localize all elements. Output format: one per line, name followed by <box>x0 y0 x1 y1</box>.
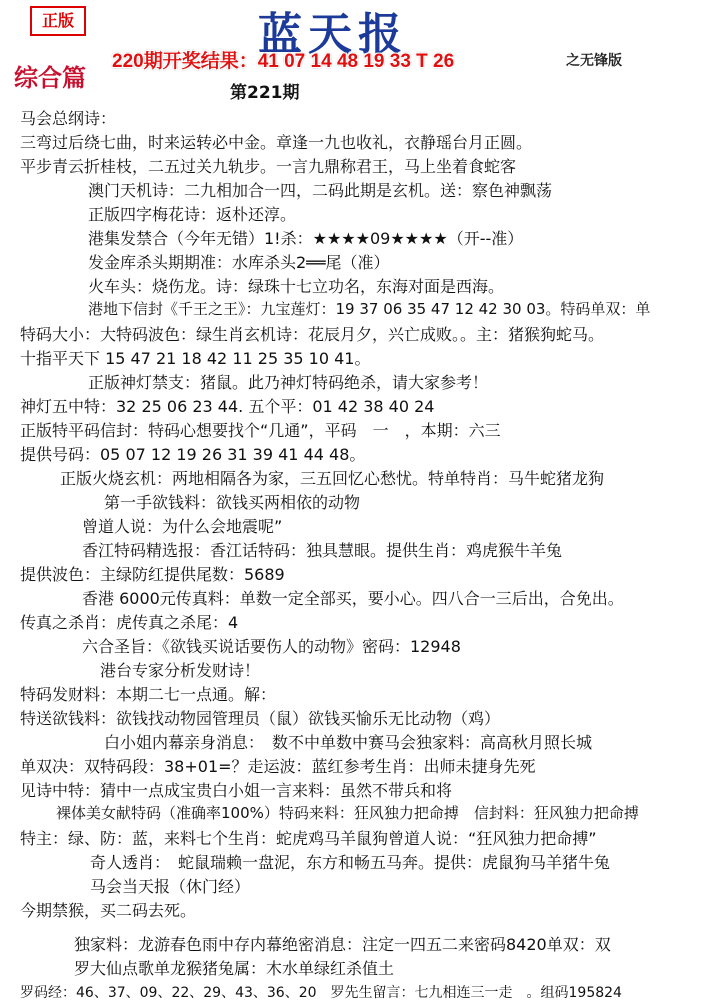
text-line: 罗码经：46、37、09、22、29、43、36、20 罗先生留言：七九相连三一走 。组码195824 <box>20 985 622 1001</box>
category-heading: 综合篇 <box>14 63 86 92</box>
text-line: 见诗中特：猜中一点成宝贵白小姐一言来料：虽然不带兵和将 <box>20 781 453 800</box>
text-line: 特送欲钱料：欲钱找动物园管理员（鼠）欲钱买愉乐无比动物（鸡） <box>20 709 501 728</box>
text-line: 特码发财料：本期二七一点通。解： <box>20 685 277 704</box>
text-line: 独家料：龙游春色雨中存内幕绝密消息：注定一四五二来密码8420单双：双 <box>74 935 611 954</box>
text-line: 港地下信封《千王之王》：九宝莲灯：19 37 06 35 47 12 42 30 03。特码单双：单 <box>88 300 651 318</box>
text-line: 正版火烧玄机：两地相隔各为家，三五回忆心愁忧。特单特肖：马牛蛇猪龙狗 <box>60 469 605 488</box>
text-line: 奇人透肖： 蛇鼠瑞赖一盘泥，东方和畅五马奔。提供：虎鼠狗马羊猪牛兔 <box>90 853 611 872</box>
text-line: 裸体美女献特码（准确率100%）特码来料：狂风独力把命搏 信封料：狂风独力把命搏 <box>56 804 639 822</box>
issue-number: 第221期 <box>230 83 300 103</box>
text-line: 正版四字梅花诗：返朴还淳。 <box>88 205 297 224</box>
text-line: 单双决：双特码段：38+01=？走运波：蓝红参考生肖：出师未捷身先死 <box>20 757 536 776</box>
text-line: 三弯过后绕七曲，时来运转必中金。章逢一九也收礼，衣静瑶台月正圆。 <box>20 133 533 152</box>
text-line: 火车头：烧伤龙。诗：绿珠十七立功名，东海对面是西海。 <box>88 277 505 296</box>
newspaper-title: 蓝天报 <box>258 9 408 60</box>
text-line: 曾道人说：为什么会地震呢” <box>82 517 283 536</box>
text-line: 正版特平码信封：特码心想要找个“几通”，平码 一 ，本期：六三 <box>20 421 501 440</box>
text-line: 香港 6000元传真料：单数一定全部买，要小心。四八合一三后出，合免出。 <box>82 589 624 608</box>
text-line: 马会当天报（休门经） <box>90 877 251 896</box>
edition-stamp: 正版 <box>30 6 86 36</box>
text-line: 澳门天机诗：二九相加合一四，二码此期是玄机。送：察色神飘荡 <box>88 181 553 200</box>
text-line: 神灯五中特：32 25 06 23 44. 五个平：01 42 38 40 24 <box>20 397 435 416</box>
text-line: 特码大小：大特码波色：绿生肖玄机诗：花辰月夕，兴亡成败。。主：猪猴狗蛇马。 <box>20 325 605 344</box>
text-line: 港集发禁合（今年无错）1!杀：★★★★09★★★★（开--准） <box>88 229 524 248</box>
text-line: 发金库杀头期期准：水库杀头2══尾（准） <box>88 253 390 272</box>
text-line: 提供波色：主绿防红提供尾数：5689 <box>20 565 285 584</box>
text-line: 港台专家分析发财诗！ <box>100 661 261 680</box>
text-line: 香江特码精选报：香江话特码：独具慧眼。提供生肖：鸡虎猴牛羊兔 <box>82 541 563 560</box>
draw-result-banner: 220期开奖结果：41 07 14 48 19 33 T 26 <box>112 51 455 72</box>
text-line: 马会总纲诗： <box>20 109 117 128</box>
text-line: 罗大仙点歌单龙猴猪兔属：木水单绿红杀值土 <box>74 959 395 978</box>
text-line: 白小姐内幕亲身消息： 数不中单数中赛马会独家料：高高秋月照长城 <box>104 733 593 752</box>
text-line: 特主：绿、防：蓝，来料七个生肖：蛇虎鸡马羊鼠狗曾道人说：“狂风独力把命搏” <box>20 829 597 848</box>
text-line: 传真之杀肖：虎传真之杀尾：4 <box>20 613 239 632</box>
text-line: 正版神灯禁支：猪鼠。此乃神灯特码绝杀，请大家参考！ <box>88 373 489 392</box>
text-line: 今期禁猴，买二码去死。 <box>20 901 197 920</box>
text-line: 平步青云折桂枝，二五过关九轨步。一言九鼎称君王，马上坐着食蛇客 <box>20 157 517 176</box>
text-line: 十指平天下 15 47 21 18 42 11 25 35 10 41。 <box>20 349 371 368</box>
text-line: 六合圣旨：《欲钱买说话要伤人的动物》密码：12948 <box>82 637 461 656</box>
text-line: 提供号码：05 07 12 19 26 31 39 41 44 48。 <box>20 445 366 464</box>
text-line: 第一手欲钱料：欲钱买两相依的动物 <box>104 493 361 512</box>
edition-label: 之无锋版 <box>566 53 622 69</box>
